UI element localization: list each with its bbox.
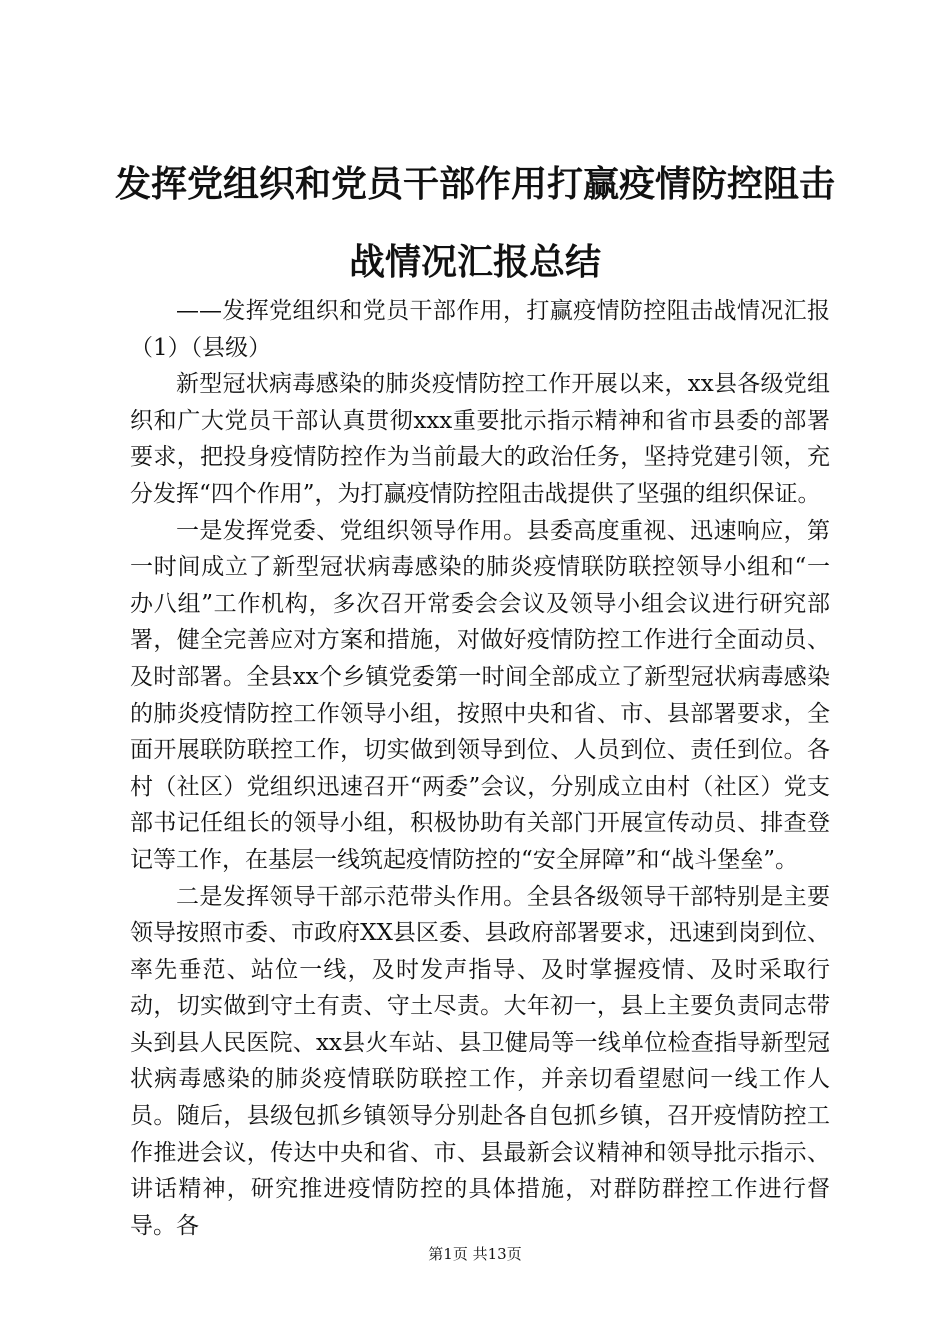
- document-title-line-1: 发挥党组织和党员干部作用打赢疫情防控阻击: [114, 163, 835, 205]
- document-title-line-2: 战情况汇报总结: [348, 241, 601, 283]
- document-body: [130, 293, 830, 1244]
- subtitle-paragraph: ——发挥党组织和党员干部作用，打赢疫情防控阻击战情况汇报（1）（县级）: [130, 298, 830, 361]
- intro-paragraph: 新型冠状病毒感染的肺炎疫情防控工作开展以来，xx县各级党组织和广大党员干部认真贯彻xxx重要批示指示精神和省市县委的部署要求，把投身疫情防控作为当前最大的政治任务，坚持党建引领，充分发挥“四个作用”，为打赢疫情防控阻击战提供了坚强的组织保证。: [130, 371, 830, 507]
- body-paragraph-2: 二是发挥领导干部示范带头作用。全县各级领导干部特别是主要领导按照市委、市政府XX县区委、县政府部署要求，迅速到岗到位、率先垂范、站位一线，及时发声指导、及时掌握疫情、及时采取行动，切实做到守土有责、守土尽责。大年初一，县上主要负责同志带头到县人民医院、xx县火车站、县卫健局等一线单位检查指导新型冠状病毒感染的肺炎疫情联防联控工作，并亲切看望慰问一线工作人员。随后，县级包抓乡镇领导分别赴各自包抓乡镇，召开疫情防控工作推进会议，传达中央和省、市、县最新会议精神和领导批示指示、讲话精神，研究推进疫情防控的具体措施，对群防群控工作进行督导。各: [130, 883, 830, 1239]
- body-paragraph-1: 一是发挥党委、党组织领导作用。县委高度重视、迅速响应，第一时间成立了新型冠状病毒感染的肺炎疫情联防联控领导小组和“一办八组”工作机构，多次召开常委会会议及领导小组会议进行研究部署，健全完善应对方案和措施，对做好疫情防控工作进行全面动员、及时部署。全县xx个乡镇党委第一时间全部成立了新型冠状病毒感染的肺炎疫情防控工作领导小组，按照中央和省、市、县部署要求，全面开展联防联控工作，切实做到领导到位、人员到位、责任到位。各村（社区）党组织迅速召开“两委”会议，分别成立由村（社区）党支部书记任组长的领导小组，积极协助有关部门开展宣传动员、排查登记等工作，在基层一线筑起疫情防控的“安全屏障”和“战斗堡垒”。: [130, 517, 830, 873]
- page-number-footer: 第1页 共13页: [428, 1245, 522, 1263]
